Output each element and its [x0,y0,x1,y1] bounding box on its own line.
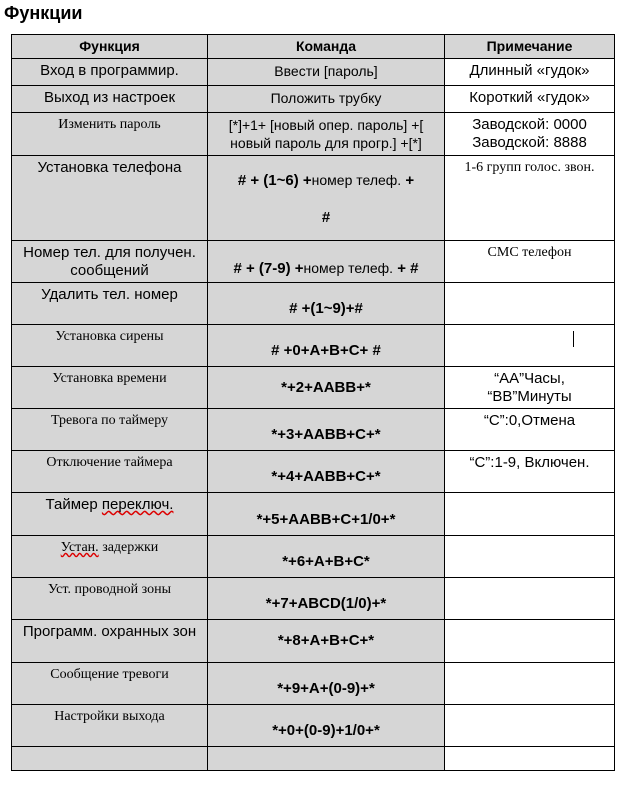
note-line: Заводской: 8888 [472,134,587,151]
command-part: # + (7-9) + [233,260,304,277]
page-title: Функции [4,3,83,23]
cell-note: СМС телефон [445,241,615,283]
function-part-misspelled: Устан. [60,540,99,555]
cell-note [445,663,615,705]
cell-command: *+5+AABB+C+1/0+* [208,493,445,536]
cell-note: Короткий «гудок» [445,86,615,113]
cell-note [445,493,615,536]
table-row [12,156,615,241]
table-row [12,620,615,663]
note-line: Заводской: 0000 [472,116,587,133]
cell-note [445,747,615,771]
cell-function: Сообщение тревоги [12,663,208,705]
table-row [12,367,615,409]
cell-function: Программ. охранных зон [12,620,208,663]
table-row [12,493,615,536]
command-part: # + (1~6) + [237,172,312,189]
cell-function: Изменить пароль [12,113,208,156]
cell-command: Ввести [пароль] [208,59,445,86]
table-row [12,241,615,283]
cell-function: Установка телефона [12,156,208,241]
command-part: + # [393,260,419,277]
table-row [12,59,615,86]
cell-note [445,367,615,409]
table-row [12,705,615,747]
table-row [12,663,615,705]
cell-function: Установка сирены [12,325,208,367]
table-row [12,283,615,325]
command-part: + [401,172,415,189]
cell-note [445,325,615,367]
cell-command: # +(1~9)+# [208,283,445,325]
cell-note: “C”:1-9, Включен. [445,451,615,493]
function-part: Таймер [45,496,102,513]
table-row [12,325,615,367]
function-part: задержки [98,540,159,555]
header-function: Функция [12,35,208,59]
cell-note [445,620,615,663]
cell-command: *+8+A+B+C+* [208,620,445,663]
cell-note [445,705,615,747]
command-part: номер телеф. [311,172,402,188]
note-line: “AA”Часы, [494,370,565,387]
cell-command [208,156,445,241]
table-row [12,451,615,493]
cell-command: *+4+AABB+C+* [208,451,445,493]
cell-function: Удалить тел. номер [12,283,208,325]
cell-note [445,578,615,620]
note-line: “BB”Минуты [487,388,572,405]
cell-command: *+6+A+B+C* [208,536,445,578]
table-row [12,113,615,156]
cell-command: *+2+AABB+* [208,367,445,409]
header-command: Команда [208,35,445,59]
cell-command: Положить трубку [208,86,445,113]
cell-function: Вход в программир. [12,59,208,86]
cell-command [208,241,445,283]
command-line: [*]+1+ [новый опер. пароль] +[ [228,117,424,133]
cell-command: # +0+A+B+C+ # [208,325,445,367]
cell-note [445,536,615,578]
table-header-row [12,35,615,59]
cell-function: Номер тел. для получен. сообщений [12,241,208,283]
cell-command [208,747,445,771]
cell-function: Отключение таймера [12,451,208,493]
cell-note: “C”:0,Отмена [445,409,615,451]
cell-command [208,113,445,156]
cell-function: Настройки выхода [12,705,208,747]
cell-function [12,536,208,578]
command-line: # [321,209,331,226]
cell-function [12,493,208,536]
command-line [212,158,440,203]
cell-function: Установка времени [12,367,208,409]
cell-command: *+0+(0-9)+1/0+* [208,705,445,747]
cell-note: 1-6 групп голос. звон. [445,156,615,241]
table-row [12,747,615,771]
header-note: Примечание [445,35,615,59]
functions-table [11,34,615,771]
cell-function: Тревога по таймеру [12,409,208,451]
cell-command: *+9+A+(0-9)+* [208,663,445,705]
cell-command: *+3+AABB+C+* [208,409,445,451]
command-part: номер телеф. [303,260,394,276]
command-line: новый пароль для прогр.] +[*] [230,135,422,151]
table-row [12,578,615,620]
cell-function [12,747,208,771]
cell-command: *+7+ABCD(1/0)+* [208,578,445,620]
cell-function: Выход из настроек [12,86,208,113]
table-row [12,86,615,113]
cell-function: Уст. проводной зоны [12,578,208,620]
table-row [12,536,615,578]
table-row [12,409,615,451]
cell-note: Длинный «гудок» [445,59,615,86]
function-part-misspelled: переключ. [101,496,174,513]
cell-note [445,283,615,325]
text-cursor [573,331,574,347]
cell-note [445,113,615,156]
